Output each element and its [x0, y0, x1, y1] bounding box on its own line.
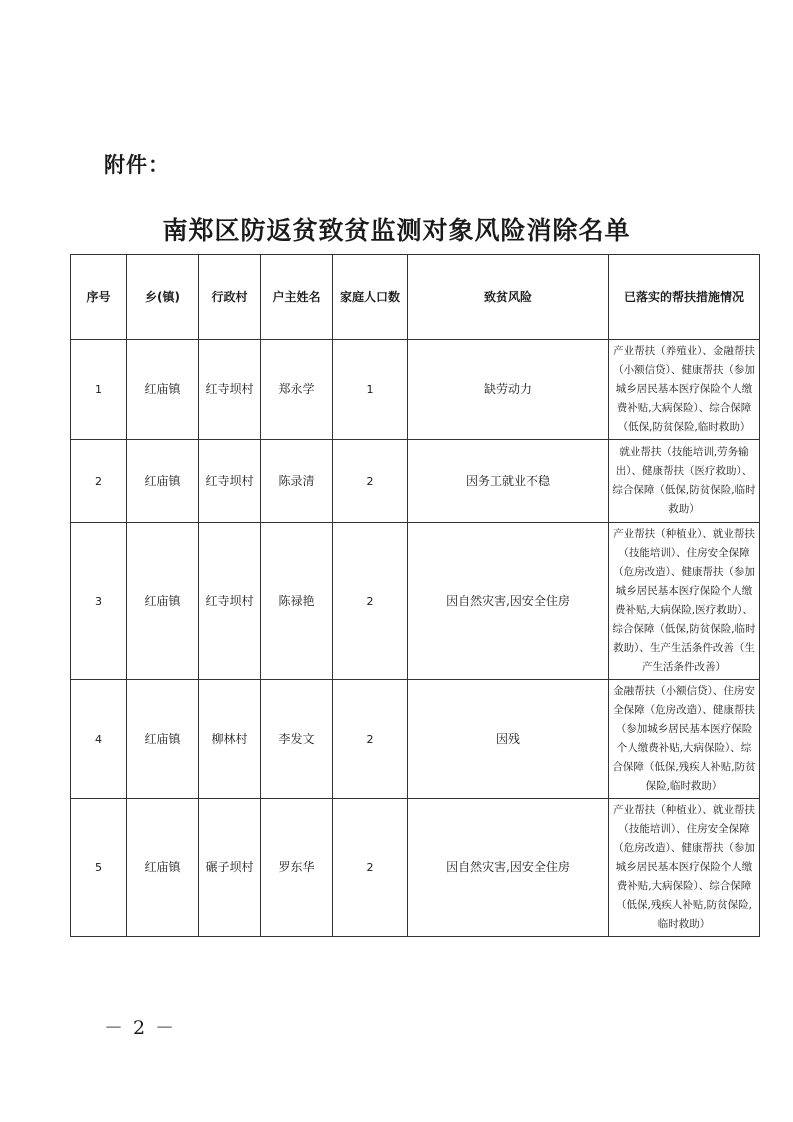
cell-township: 红庙镇: [127, 799, 199, 937]
cell-seq: 3: [71, 523, 127, 680]
header-village: 行政村: [199, 255, 261, 340]
table-header-row: [71, 255, 760, 340]
header-measures: 已落实的帮扶措施情况: [609, 255, 760, 340]
cell-village: 柳林村: [199, 680, 261, 799]
cell-family-size: 1: [333, 340, 408, 440]
header-risk: 致贫风险: [408, 255, 609, 340]
header-township: 乡(镇): [127, 255, 199, 340]
cell-householder: 陈录清: [261, 440, 333, 523]
cell-householder: 李发文: [261, 680, 333, 799]
cell-risk: 因自然灾害,因安全住房: [408, 799, 609, 937]
cell-family-size: 2: [333, 799, 408, 937]
cell-risk: 因务工就业不稳: [408, 440, 609, 523]
cell-township: 红庙镇: [127, 440, 199, 523]
cell-risk: 缺劳动力: [408, 340, 609, 440]
header-family-size: 家庭人口数: [333, 255, 408, 340]
cell-measures: 就业帮扶（技能培训,劳务输出）、健康帮扶（医疗救助）、综合保障（低保,防贫保险,临时救助）: [609, 440, 760, 523]
table-row: [71, 799, 760, 937]
monitoring-roster-table: [70, 254, 760, 937]
cell-seq: 1: [71, 340, 127, 440]
table-row: [71, 523, 760, 680]
cell-risk: 因自然灾害,因安全住房: [408, 523, 609, 680]
cell-householder: 郑永学: [261, 340, 333, 440]
cell-township: 红庙镇: [127, 523, 199, 680]
table-row: [71, 680, 760, 799]
cell-risk: 因残: [408, 680, 609, 799]
cell-township: 红庙镇: [127, 680, 199, 799]
cell-measures: 产业帮扶（种植业）、就业帮扶（技能培训）、住房安全保障（危房改造）、健康帮扶（参加城乡居民基本医疗保险个人缴费补贴,大病保险）、综合保障（低保,残疾人补贴,防贫保险,临时救助）: [609, 799, 760, 937]
table-row: [71, 340, 760, 440]
cell-seq: 2: [71, 440, 127, 523]
cell-village: 红寺坝村: [199, 340, 261, 440]
cell-village: 碾子坝村: [199, 799, 261, 937]
cell-measures: 金融帮扶（小额信贷）、住房安全保障（危房改造）、健康帮扶（参加城乡居民基本医疗保险个人缴费补贴,大病保险）、综合保障（低保,残疾人补贴,防贫保险,临时救助）: [609, 680, 760, 799]
table-row: [71, 440, 760, 523]
cell-family-size: 2: [333, 523, 408, 680]
cell-householder: 陈禄艳: [261, 523, 333, 680]
cell-family-size: 2: [333, 440, 408, 523]
cell-measures: 产业帮扶（种植业）、就业帮扶（技能培训）、住房安全保障（危房改造）、健康帮扶（参加城乡居民基本医疗保险个人缴费补贴,大病保险,医疗救助）、综合保障（低保,防贫保险,临时救助）、生产生活条件改善（生产生活条件改善）: [609, 523, 760, 680]
cell-village: 红寺坝村: [199, 523, 261, 680]
attachment-label: 附件：: [104, 153, 170, 177]
cell-seq: 4: [71, 680, 127, 799]
page-number: － 2 －: [104, 1017, 177, 1039]
header-seq: 序号: [71, 255, 127, 340]
header-householder: 户主姓名: [261, 255, 333, 340]
cell-village: 红寺坝村: [199, 440, 261, 523]
cell-measures: 产业帮扶（养殖业）、金融帮扶（小额信贷）、健康帮扶（参加城乡居民基本医疗保险个人缴费补贴,大病保险）、综合保障（低保,防贫保险,临时救助）: [609, 340, 760, 440]
cell-family-size: 2: [333, 680, 408, 799]
cell-seq: 5: [71, 799, 127, 937]
document-title: 南郑区防返贫致贫监测对象风险消除名单: [162, 216, 631, 245]
cell-householder: 罗东华: [261, 799, 333, 937]
cell-township: 红庙镇: [127, 340, 199, 440]
